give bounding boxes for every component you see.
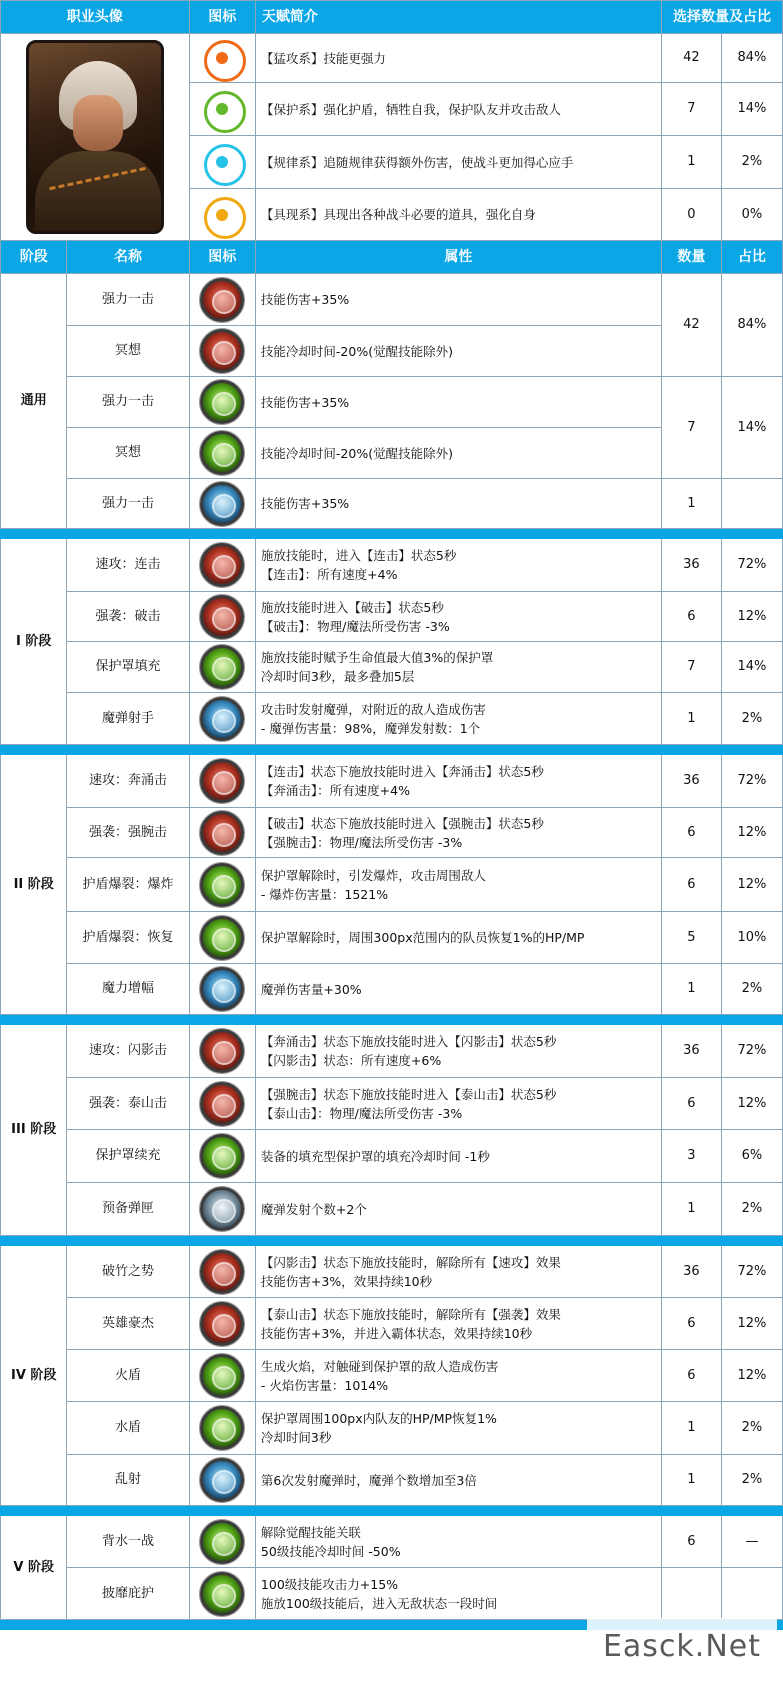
skill-name: 护盾爆裂：爆炸 xyxy=(67,858,189,912)
skill-icon-cell xyxy=(189,642,255,693)
skill-count: 6 xyxy=(661,592,721,642)
talent-header-row xyxy=(1,1,783,34)
talent-desc: 【猛攻系】技能更强力 xyxy=(255,34,661,83)
header-icon: 图标 xyxy=(189,1,255,34)
watermark: Easck.Net xyxy=(587,1618,777,1676)
skill-row xyxy=(1,1568,783,1620)
skill-attr: 技能伤害+35% xyxy=(255,377,661,428)
skill-pct: 72% xyxy=(721,755,782,808)
skill-attr: 攻击时发射魔弹，对附近的敌人造成伤害 - 魔弹伤害量：98%，魔弹发射数：1个 xyxy=(255,693,661,745)
combo-icon xyxy=(200,543,244,587)
skill-attr: 保护罩解除时，周围300px范围内的队员恢复1%的HP/MP xyxy=(255,912,661,964)
stage-label: V 阶段 xyxy=(1,1516,67,1620)
skill-icon-cell xyxy=(189,1130,255,1183)
shield-fill-icon xyxy=(200,645,244,689)
hero-icon xyxy=(200,1302,244,1346)
skill-count xyxy=(661,1568,721,1620)
skill-row xyxy=(1,479,783,529)
header-pct: 占比 xyxy=(721,241,782,274)
skill-name: 强力一击 xyxy=(67,479,189,529)
skill-icon-cell xyxy=(189,1298,255,1350)
skill-row xyxy=(1,1350,783,1402)
skill-name: 护盾爆裂：恢复 xyxy=(67,912,189,964)
skill-attr: 解除觉醒技能关联 50级技能冷却时间 -50% xyxy=(255,1516,661,1568)
skill-attr: 【闪影击】状态下施放技能时，解除所有【速攻】效果 技能伤害+3%，效果持续10秒 xyxy=(255,1246,661,1298)
skill-pct: 12% xyxy=(721,808,782,858)
skill-icon-cell xyxy=(189,377,255,428)
skill-count: 7 xyxy=(661,642,721,693)
skill-pct: 12% xyxy=(721,1298,782,1350)
avatar-cell xyxy=(1,34,190,241)
stage-label: I 阶段 xyxy=(1,539,67,745)
skill-count: 5 xyxy=(661,912,721,964)
skill-count: 6 xyxy=(661,1298,721,1350)
skill-name: 披靡庇护 xyxy=(67,1568,189,1620)
skill-row xyxy=(1,1130,783,1183)
skill-attr: 保护罩周围100px内队友的HP/MP恢复1% 冷却时间3秒 xyxy=(255,1402,661,1455)
skill-name: 强袭：强腕击 xyxy=(67,808,189,858)
skill-row xyxy=(1,755,783,808)
skill-icon-cell xyxy=(189,1078,255,1130)
talent-desc: 【规律系】追随规律获得额外伤害，使战斗更加得心应手 xyxy=(255,136,661,189)
skill-pct: 12% xyxy=(721,592,782,642)
talent-orange-icon xyxy=(196,40,248,76)
skill-name: 火盾 xyxy=(67,1350,189,1402)
skill-name: 速攻：闪影击 xyxy=(67,1025,189,1078)
skill-name: 强袭：破击 xyxy=(67,592,189,642)
talent-count: 42 xyxy=(661,34,721,83)
skill-icon-cell xyxy=(189,912,255,964)
skill-icon-cell xyxy=(189,808,255,858)
meditation-icon xyxy=(200,329,244,373)
skill-attr: 施放技能时赋予生命值最大值3%的保护罩 冷却时间3秒，最多叠加5层 xyxy=(255,642,661,693)
header-skill-icon: 图标 xyxy=(189,241,255,274)
talent-desc: 【具现系】具现出各种战斗必要的道具，强化自身 xyxy=(255,189,661,241)
skill-attr: 魔弹发射个数+2个 xyxy=(255,1183,661,1236)
talent-row xyxy=(1,34,783,83)
skill-count: 3 xyxy=(661,1130,721,1183)
skill-row xyxy=(1,912,783,964)
meditation-icon xyxy=(200,431,244,475)
skill-count: 1 xyxy=(661,1455,721,1506)
skill-name: 保护罩续充 xyxy=(67,1130,189,1183)
skill-pct xyxy=(721,1568,782,1620)
stage-label: 通用 xyxy=(1,274,67,529)
skill-name: 水盾 xyxy=(67,1402,189,1455)
skill-pct: 72% xyxy=(721,1246,782,1298)
talent-count: 7 xyxy=(661,83,721,136)
skill-count: 6 xyxy=(661,808,721,858)
skill-row xyxy=(1,1078,783,1130)
skill-count: 36 xyxy=(661,1246,721,1298)
surge-strike-icon xyxy=(200,759,244,803)
header-stage: 阶段 xyxy=(1,241,67,274)
header-attr: 属性 xyxy=(255,241,661,274)
stage-separator xyxy=(1,1506,783,1516)
unstoppable-icon xyxy=(200,1250,244,1294)
skill-row xyxy=(1,808,783,858)
skill-pct: 14% xyxy=(721,642,782,693)
skill-count: 36 xyxy=(661,1025,721,1078)
skill-pct: 72% xyxy=(721,1025,782,1078)
talent-icon-cell xyxy=(189,189,255,241)
skill-attr: 第6次发射魔弹时，魔弹个数增加至3倍 xyxy=(255,1455,661,1506)
skill-icon-cell xyxy=(189,755,255,808)
shield-recharge-icon xyxy=(200,1134,244,1178)
skill-icon-cell xyxy=(189,1568,255,1620)
skill-row xyxy=(1,539,783,592)
talent-desc: 【保护系】强化护盾，牺牲自我，保护队友并攻击敌人 xyxy=(255,83,661,136)
skill-icon-cell xyxy=(189,1350,255,1402)
skill-pct: 2% xyxy=(721,964,782,1015)
header-select: 选择数量及占比 xyxy=(661,1,782,34)
skill-pct: 2% xyxy=(721,1183,782,1236)
power-strike-icon xyxy=(200,278,244,322)
power-strike-icon xyxy=(200,380,244,424)
skill-attr: 施放技能时，进入【连击】状态5秒 【连击】：所有速度+4% xyxy=(255,539,661,592)
skill-icon-cell xyxy=(189,693,255,745)
skill-row xyxy=(1,1516,783,1568)
skills-header-row xyxy=(1,241,783,274)
skill-attr: 技能冷却时间-20%(觉醒技能除外) xyxy=(255,326,661,377)
talent-pct: 14% xyxy=(721,83,782,136)
skill-count: 6 xyxy=(661,1078,721,1130)
stage-separator xyxy=(1,1015,783,1025)
skill-count: 6 xyxy=(661,858,721,912)
spare-magazine-icon xyxy=(200,1187,244,1231)
skill-attr: 施放技能时进入【破击】状态5秒 【破击】：物理/魔法所受伤害 -3% xyxy=(255,592,661,642)
skill-attr: 技能伤害+35% xyxy=(255,479,661,529)
skill-attr: 保护罩解除时，引发爆炸，攻击周围敌人 - 爆炸伤害量：1521% xyxy=(255,858,661,912)
skill-count: 42 xyxy=(661,274,721,377)
skill-pct: 84% xyxy=(721,274,782,377)
stage-separator xyxy=(1,529,783,539)
skill-name: 强力一击 xyxy=(67,274,189,326)
skill-icon-cell xyxy=(189,274,255,326)
skill-name: 魔力增幅 xyxy=(67,964,189,1015)
wrist-strike-icon xyxy=(200,811,244,855)
power-strike-icon xyxy=(200,482,244,526)
talent-pct: 2% xyxy=(721,136,782,189)
skill-name: 魔弹射手 xyxy=(67,693,189,745)
skill-attr: 技能冷却时间-20%(觉醒技能除外) xyxy=(255,428,661,479)
talent-green-icon xyxy=(196,91,248,127)
stage-separator xyxy=(1,1236,783,1246)
character-portrait xyxy=(26,40,164,234)
skill-icon-cell xyxy=(189,1246,255,1298)
skill-row xyxy=(1,1298,783,1350)
skill-name: 冥想 xyxy=(67,326,189,377)
skill-attr: 生成火焰，对触碰到保护罩的敌人造成伤害 - 火焰伤害量：1014% xyxy=(255,1350,661,1402)
skill-icon-cell xyxy=(189,428,255,479)
skill-icon-cell xyxy=(189,964,255,1015)
skill-row xyxy=(1,1402,783,1455)
stage-separator xyxy=(1,745,783,755)
shield-burst-explosion-icon xyxy=(200,863,244,907)
skill-pct: — xyxy=(721,1516,782,1568)
skill-attr: 100级技能攻击力+15% 施放100级技能后，进入无敌状态一段时间 xyxy=(255,1568,661,1620)
skill-pct: 2% xyxy=(721,1402,782,1455)
skill-pct: 14% xyxy=(721,377,782,479)
skill-count: 36 xyxy=(661,539,721,592)
skill-count: 1 xyxy=(661,1402,721,1455)
skill-attr: 【强腕击】状态下施放技能时进入【泰山击】状态5秒 【泰山击】：物理/魔法所受伤害 -3% xyxy=(255,1078,661,1130)
skill-attr: 魔弹伤害量+30% xyxy=(255,964,661,1015)
skill-pct: 12% xyxy=(721,1350,782,1402)
skill-icon-cell xyxy=(189,479,255,529)
shadow-strike-icon xyxy=(200,1029,244,1073)
skill-name: 破竹之势 xyxy=(67,1246,189,1298)
skill-icon-cell xyxy=(189,858,255,912)
talent-icon-cell xyxy=(189,136,255,189)
skill-count: 1 xyxy=(661,964,721,1015)
skill-name: 强力一击 xyxy=(67,377,189,428)
skill-pct: 2% xyxy=(721,1455,782,1506)
mountain-strike-icon xyxy=(200,1082,244,1126)
talent-pct: 0% xyxy=(721,189,782,241)
skill-name: 冥想 xyxy=(67,428,189,479)
skill-count: 6 xyxy=(661,1516,721,1568)
header-count: 数量 xyxy=(661,241,721,274)
stage-label: II 阶段 xyxy=(1,755,67,1015)
header-avatar: 职业头像 xyxy=(1,1,190,34)
skill-pct: 72% xyxy=(721,539,782,592)
skill-attr: 【奔涌击】状态下施放技能时进入【闪影击】状态5秒 【闪影击】状态：所有速度+6% xyxy=(255,1025,661,1078)
talent-cyan-icon xyxy=(196,144,248,180)
skill-pct: 10% xyxy=(721,912,782,964)
skill-attr: 装备的填充型保护罩的填充冷却时间 -1秒 xyxy=(255,1130,661,1183)
skill-pct: 6% xyxy=(721,1130,782,1183)
skill-row xyxy=(1,693,783,745)
skill-attr: 【破击】状态下施放技能时进入【强腕击】状态5秒 【强腕击】：物理/魔法所受伤害 -3% xyxy=(255,808,661,858)
skill-count: 7 xyxy=(661,377,721,479)
header-name: 名称 xyxy=(67,241,189,274)
skill-row xyxy=(1,377,783,428)
skill-pct: 12% xyxy=(721,858,782,912)
water-shield-icon xyxy=(200,1406,244,1450)
magic-amplify-icon xyxy=(200,967,244,1011)
stage-label: IV 阶段 xyxy=(1,1246,67,1506)
skill-pct xyxy=(721,479,782,529)
skill-attr: 【泰山击】状态下施放技能时，解除所有【强袭】效果 技能伤害+3%，并进入霸体状态，效果持续10秒 xyxy=(255,1298,661,1350)
skill-row xyxy=(1,592,783,642)
barrage-icon xyxy=(200,1458,244,1502)
skill-name: 速攻：连击 xyxy=(67,539,189,592)
skill-icon-cell xyxy=(189,326,255,377)
last-stand-icon xyxy=(200,1520,244,1564)
skill-icon-cell xyxy=(189,1402,255,1455)
skill-icon-cell xyxy=(189,1516,255,1568)
talent-gold-icon xyxy=(196,197,248,233)
skill-icon-cell xyxy=(189,1183,255,1236)
skill-row xyxy=(1,1025,783,1078)
magic-bullet-icon xyxy=(200,697,244,741)
break-strike-icon xyxy=(200,595,244,639)
skill-name: 背水一战 xyxy=(67,1516,189,1568)
shield-burst-recovery-icon xyxy=(200,916,244,960)
skill-row xyxy=(1,642,783,693)
skill-name: 预备弹匣 xyxy=(67,1183,189,1236)
skill-icon-cell xyxy=(189,1455,255,1506)
skill-pct: 12% xyxy=(721,1078,782,1130)
skill-name: 速攻：奔涌击 xyxy=(67,755,189,808)
skill-attr: 技能伤害+35% xyxy=(255,274,661,326)
talent-count: 1 xyxy=(661,136,721,189)
skill-count: 6 xyxy=(661,1350,721,1402)
skill-icon-cell xyxy=(189,592,255,642)
skill-row xyxy=(1,1246,783,1298)
skill-row xyxy=(1,964,783,1015)
skill-row xyxy=(1,1183,783,1236)
talent-pct: 84% xyxy=(721,34,782,83)
skill-row xyxy=(1,858,783,912)
talent-icon-cell xyxy=(189,83,255,136)
talent-icon-cell xyxy=(189,34,255,83)
skill-count: 1 xyxy=(661,479,721,529)
skill-name: 保护罩填充 xyxy=(67,642,189,693)
skill-icon-cell xyxy=(189,1025,255,1078)
stage-label: III 阶段 xyxy=(1,1025,67,1236)
skill-name: 乱射 xyxy=(67,1455,189,1506)
skill-count: 1 xyxy=(661,1183,721,1236)
skill-attr: 【连击】状态下施放技能时进入【奔涌击】状态5秒 【奔涌击】：所有速度+4% xyxy=(255,755,661,808)
skill-count: 36 xyxy=(661,755,721,808)
skill-icon-cell xyxy=(189,539,255,592)
talent-count: 0 xyxy=(661,189,721,241)
header-talent: 天赋简介 xyxy=(255,1,661,34)
skill-pct: 2% xyxy=(721,693,782,745)
invincible-protection-icon xyxy=(200,1572,244,1616)
skill-name: 英雄豪杰 xyxy=(67,1298,189,1350)
skill-row xyxy=(1,274,783,326)
fire-shield-icon xyxy=(200,1354,244,1398)
skill-name: 强袭：泰山击 xyxy=(67,1078,189,1130)
skill-row xyxy=(1,1455,783,1506)
skill-count: 1 xyxy=(661,693,721,745)
